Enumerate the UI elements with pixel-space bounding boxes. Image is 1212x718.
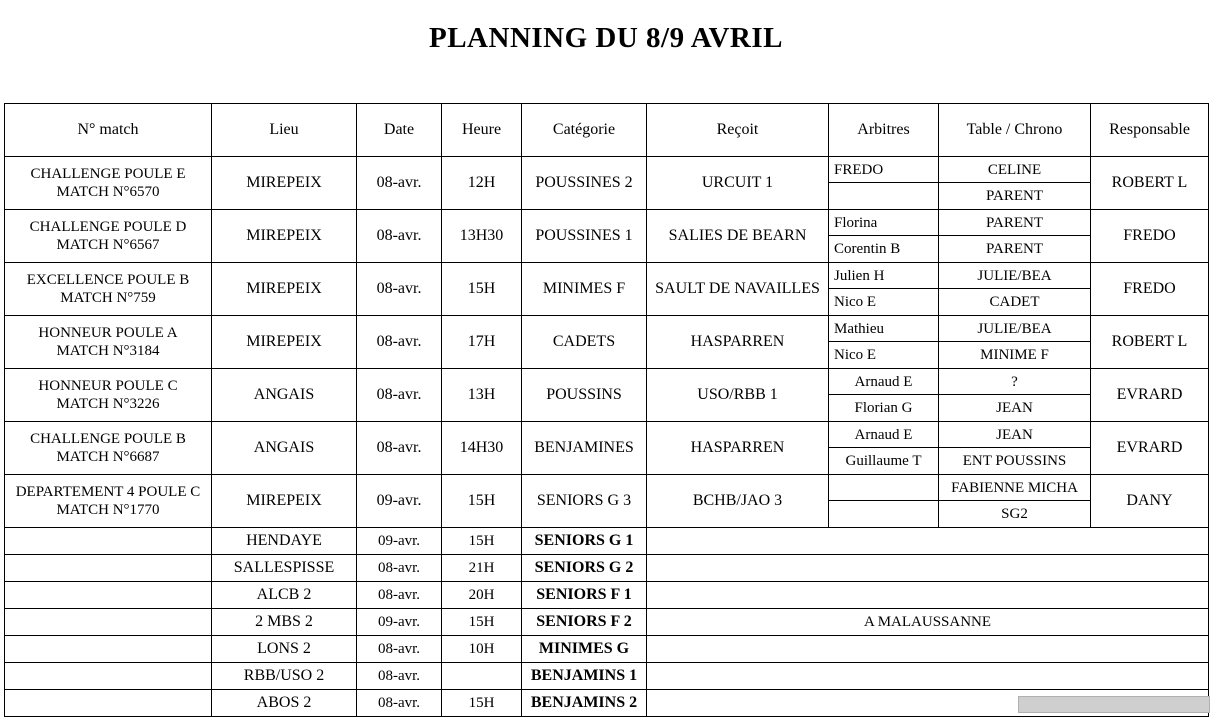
table-row bbox=[5, 157, 1209, 210]
cell-responsable: ROBERT L bbox=[1091, 157, 1209, 210]
cell-categorie: POUSSINS bbox=[522, 369, 647, 422]
cell-lieu: RBB/USO 2 bbox=[212, 663, 357, 690]
table-chrono-2: PARENT bbox=[986, 188, 1043, 204]
cell-lieu: ANGAIS bbox=[212, 369, 357, 422]
cell-heure: 10H bbox=[442, 636, 522, 663]
cell-heure: 14H30 bbox=[442, 422, 522, 475]
cell-num-match bbox=[5, 210, 212, 263]
cell-categorie: POUSSINES 1 bbox=[522, 210, 647, 263]
table-header-row bbox=[5, 104, 1209, 157]
cell-note: A MALAUSSANNE bbox=[647, 609, 1209, 636]
cell-responsable: DANY bbox=[1091, 475, 1209, 528]
cell-heure: 15H bbox=[442, 528, 522, 555]
table-row bbox=[5, 663, 1209, 690]
cell-responsable: FREDO bbox=[1091, 263, 1209, 316]
cell-heure: 15H bbox=[442, 609, 522, 636]
cell-table-chrono bbox=[939, 316, 1091, 369]
num-match-line2: MATCH N°6567 bbox=[56, 237, 160, 253]
cell-categorie: BENJAMINS 1 bbox=[522, 663, 647, 690]
table-chrono-1: ? bbox=[939, 369, 1090, 395]
table-row bbox=[5, 369, 1209, 422]
cell-lieu: ABOS 2 bbox=[212, 690, 357, 717]
num-match-line2: MATCH N°759 bbox=[60, 290, 156, 306]
cell-table-chrono bbox=[939, 422, 1091, 475]
cell-categorie: BENJAMINES bbox=[522, 422, 647, 475]
table-chrono-2: JEAN bbox=[996, 400, 1033, 416]
cell-table-chrono bbox=[939, 475, 1091, 528]
cell-lieu: ALCB 2 bbox=[212, 582, 357, 609]
cell-date: 09-avr. bbox=[357, 609, 442, 636]
cell-recoit: HASPARREN bbox=[647, 422, 829, 475]
cell-lieu: MIREPEIX bbox=[212, 210, 357, 263]
cell-date: 08-avr. bbox=[357, 636, 442, 663]
arbitre-1 bbox=[829, 475, 938, 501]
arbitre-1: Arnaud E bbox=[829, 369, 938, 395]
cell-arbitres bbox=[829, 210, 939, 263]
cell-categorie: MINIMES G bbox=[522, 636, 647, 663]
planning-table bbox=[4, 103, 1209, 717]
cell-recoit: HASPARREN bbox=[647, 316, 829, 369]
cell-date: 08-avr. bbox=[357, 263, 442, 316]
table-row bbox=[5, 422, 1209, 475]
cell-categorie: SENIORS G 2 bbox=[522, 555, 647, 582]
cell-lieu: MIREPEIX bbox=[212, 475, 357, 528]
cell-recoit: USO/RBB 1 bbox=[647, 369, 829, 422]
column-header-categorie: Catégorie bbox=[522, 104, 647, 157]
column-header-date: Date bbox=[357, 104, 442, 157]
cell-date: 09-avr. bbox=[357, 475, 442, 528]
cell-arbitres bbox=[829, 157, 939, 210]
num-match-line1: CHALLENGE POULE E bbox=[30, 165, 186, 182]
num-match-line2: MATCH N°3226 bbox=[56, 396, 160, 412]
cell-heure: 15H bbox=[442, 475, 522, 528]
cell-categorie: SENIORS G 3 bbox=[522, 475, 647, 528]
table-row bbox=[5, 210, 1209, 263]
cell-lieu: ANGAIS bbox=[212, 422, 357, 475]
column-header-arbitres: Arbitres bbox=[829, 104, 939, 157]
table-row bbox=[5, 636, 1209, 663]
cell-lieu: MIREPEIX bbox=[212, 157, 357, 210]
cell-note bbox=[647, 555, 1209, 582]
cell-num-match bbox=[5, 609, 212, 636]
cell-lieu: LONS 2 bbox=[212, 636, 357, 663]
cell-date: 08-avr. bbox=[357, 422, 442, 475]
cell-table-chrono bbox=[939, 210, 1091, 263]
cell-lieu: SALLESPISSE bbox=[212, 555, 357, 582]
column-header-lieu: Lieu bbox=[212, 104, 357, 157]
cell-arbitres bbox=[829, 316, 939, 369]
table-chrono-1: JULIE/BEA bbox=[939, 263, 1090, 289]
num-match-line2: MATCH N°1770 bbox=[56, 502, 160, 518]
table-row bbox=[5, 582, 1209, 609]
column-header-recoit: Reçoit bbox=[647, 104, 829, 157]
cell-num-match bbox=[5, 369, 212, 422]
cell-num-match bbox=[5, 690, 212, 717]
cell-num-match bbox=[5, 636, 212, 663]
table-row bbox=[5, 475, 1209, 528]
cell-table-chrono bbox=[939, 369, 1091, 422]
cell-lieu: MIREPEIX bbox=[212, 263, 357, 316]
cell-note bbox=[647, 636, 1209, 663]
cell-arbitres bbox=[829, 422, 939, 475]
cell-categorie: POUSSINES 2 bbox=[522, 157, 647, 210]
cell-responsable: ROBERT L bbox=[1091, 316, 1209, 369]
cell-lieu: 2 MBS 2 bbox=[212, 609, 357, 636]
arbitre-2: Nico E bbox=[834, 294, 877, 310]
cell-num-match bbox=[5, 663, 212, 690]
table-chrono-2: MINIME F bbox=[980, 347, 1049, 363]
table-chrono-2: PARENT bbox=[986, 241, 1043, 257]
cell-recoit: SALIES DE BEARN bbox=[647, 210, 829, 263]
cell-categorie: SENIORS F 1 bbox=[522, 582, 647, 609]
arbitre-1: Florina bbox=[829, 210, 938, 236]
cell-categorie: SENIORS G 1 bbox=[522, 528, 647, 555]
cell-recoit: SAULT DE NAVAILLES bbox=[647, 263, 829, 316]
num-match-line1: CHALLENGE POULE D bbox=[29, 218, 187, 235]
cell-recoit: BCHB/JAO 3 bbox=[647, 475, 829, 528]
num-match-line1: HONNEUR POULE A bbox=[38, 324, 178, 341]
table-row bbox=[5, 263, 1209, 316]
cell-note bbox=[647, 582, 1209, 609]
num-match-line2: MATCH N°3184 bbox=[56, 343, 160, 359]
table-chrono-1: JULIE/BEA bbox=[939, 316, 1090, 342]
cell-note bbox=[647, 528, 1209, 555]
column-header-heure: Heure bbox=[442, 104, 522, 157]
arbitre-1: Arnaud E bbox=[829, 422, 938, 448]
cell-num-match bbox=[5, 582, 212, 609]
cell-lieu: HENDAYE bbox=[212, 528, 357, 555]
cell-heure: 21H bbox=[442, 555, 522, 582]
table-chrono-2: CADET bbox=[989, 294, 1040, 310]
cell-num-match bbox=[5, 422, 212, 475]
cell-recoit: URCUIT 1 bbox=[647, 157, 829, 210]
table-row bbox=[5, 609, 1209, 636]
cell-table-chrono bbox=[939, 157, 1091, 210]
table-chrono-2: SG2 bbox=[1001, 506, 1028, 522]
arbitre-1: Mathieu bbox=[829, 316, 938, 342]
table-chrono-2: ENT POUSSINS bbox=[962, 453, 1067, 469]
column-header-table-chrono: Table / Chrono bbox=[939, 104, 1091, 157]
cell-heure: 13H bbox=[442, 369, 522, 422]
cell-arbitres bbox=[829, 475, 939, 528]
arbitre-2: Corentin B bbox=[834, 241, 901, 257]
arbitre-2 bbox=[829, 183, 938, 209]
num-match-line2: MATCH N°6570 bbox=[56, 184, 160, 200]
cell-categorie: BENJAMINS 2 bbox=[522, 690, 647, 717]
cell-num-match bbox=[5, 555, 212, 582]
table-chrono-1: PARENT bbox=[939, 210, 1090, 236]
arbitre-2: Guillaume T bbox=[845, 453, 922, 469]
cell-num-match bbox=[5, 157, 212, 210]
cell-date: 08-avr. bbox=[357, 316, 442, 369]
table-chrono-1: FABIENNE MICHA bbox=[939, 475, 1090, 501]
column-header-responsable: Responsable bbox=[1091, 104, 1209, 157]
cell-num-match bbox=[5, 316, 212, 369]
num-match-line1: EXCELLENCE POULE B bbox=[26, 271, 190, 288]
cell-responsable: EVRARD bbox=[1091, 369, 1209, 422]
table-row bbox=[5, 555, 1209, 582]
cell-date: 08-avr. bbox=[357, 157, 442, 210]
arbitre-2: Florian G bbox=[854, 400, 913, 416]
table-row bbox=[5, 316, 1209, 369]
num-match-line1: CHALLENGE POULE B bbox=[30, 430, 186, 447]
table-chrono-1: JEAN bbox=[939, 422, 1090, 448]
arbitre-2: Nico E bbox=[834, 347, 877, 363]
cell-date: 08-avr. bbox=[357, 690, 442, 717]
table-chrono-1: CELINE bbox=[939, 157, 1090, 183]
num-match-line1: HONNEUR POULE C bbox=[38, 377, 178, 394]
cell-num-match bbox=[5, 263, 212, 316]
horizontal-scrollbar[interactable] bbox=[1018, 696, 1210, 713]
arbitre-2 bbox=[829, 501, 938, 527]
cell-heure: 15H bbox=[442, 690, 522, 717]
cell-date: 09-avr. bbox=[357, 528, 442, 555]
cell-num-match bbox=[5, 528, 212, 555]
cell-arbitres bbox=[829, 263, 939, 316]
num-match-line1: DEPARTEMENT 4 POULE C bbox=[15, 483, 201, 500]
column-header-num-match: N° match bbox=[5, 104, 212, 157]
cell-heure: 13H30 bbox=[442, 210, 522, 263]
cell-responsable: FREDO bbox=[1091, 210, 1209, 263]
cell-categorie: CADETS bbox=[522, 316, 647, 369]
cell-heure: 12H bbox=[442, 157, 522, 210]
cell-date: 08-avr. bbox=[357, 210, 442, 263]
table-row bbox=[5, 528, 1209, 555]
cell-date: 08-avr. bbox=[357, 582, 442, 609]
cell-num-match bbox=[5, 475, 212, 528]
arbitre-1: Julien H bbox=[829, 263, 938, 289]
cell-heure: 20H bbox=[442, 582, 522, 609]
arbitre-1: FREDO bbox=[829, 157, 938, 183]
cell-responsable: EVRARD bbox=[1091, 422, 1209, 475]
cell-categorie: SENIORS F 2 bbox=[522, 609, 647, 636]
num-match-line2: MATCH N°6687 bbox=[56, 449, 160, 465]
cell-arbitres bbox=[829, 369, 939, 422]
cell-heure: 15H bbox=[442, 263, 522, 316]
cell-date: 08-avr. bbox=[357, 369, 442, 422]
page-title: PLANNING DU 8/9 AVRIL bbox=[429, 22, 783, 54]
cell-heure bbox=[442, 663, 522, 690]
cell-note bbox=[647, 663, 1209, 690]
cell-table-chrono bbox=[939, 263, 1091, 316]
cell-categorie: MINIMES F bbox=[522, 263, 647, 316]
cell-date: 08-avr. bbox=[357, 555, 442, 582]
cell-lieu: MIREPEIX bbox=[212, 316, 357, 369]
cell-date: 08-avr. bbox=[357, 663, 442, 690]
cell-heure: 17H bbox=[442, 316, 522, 369]
